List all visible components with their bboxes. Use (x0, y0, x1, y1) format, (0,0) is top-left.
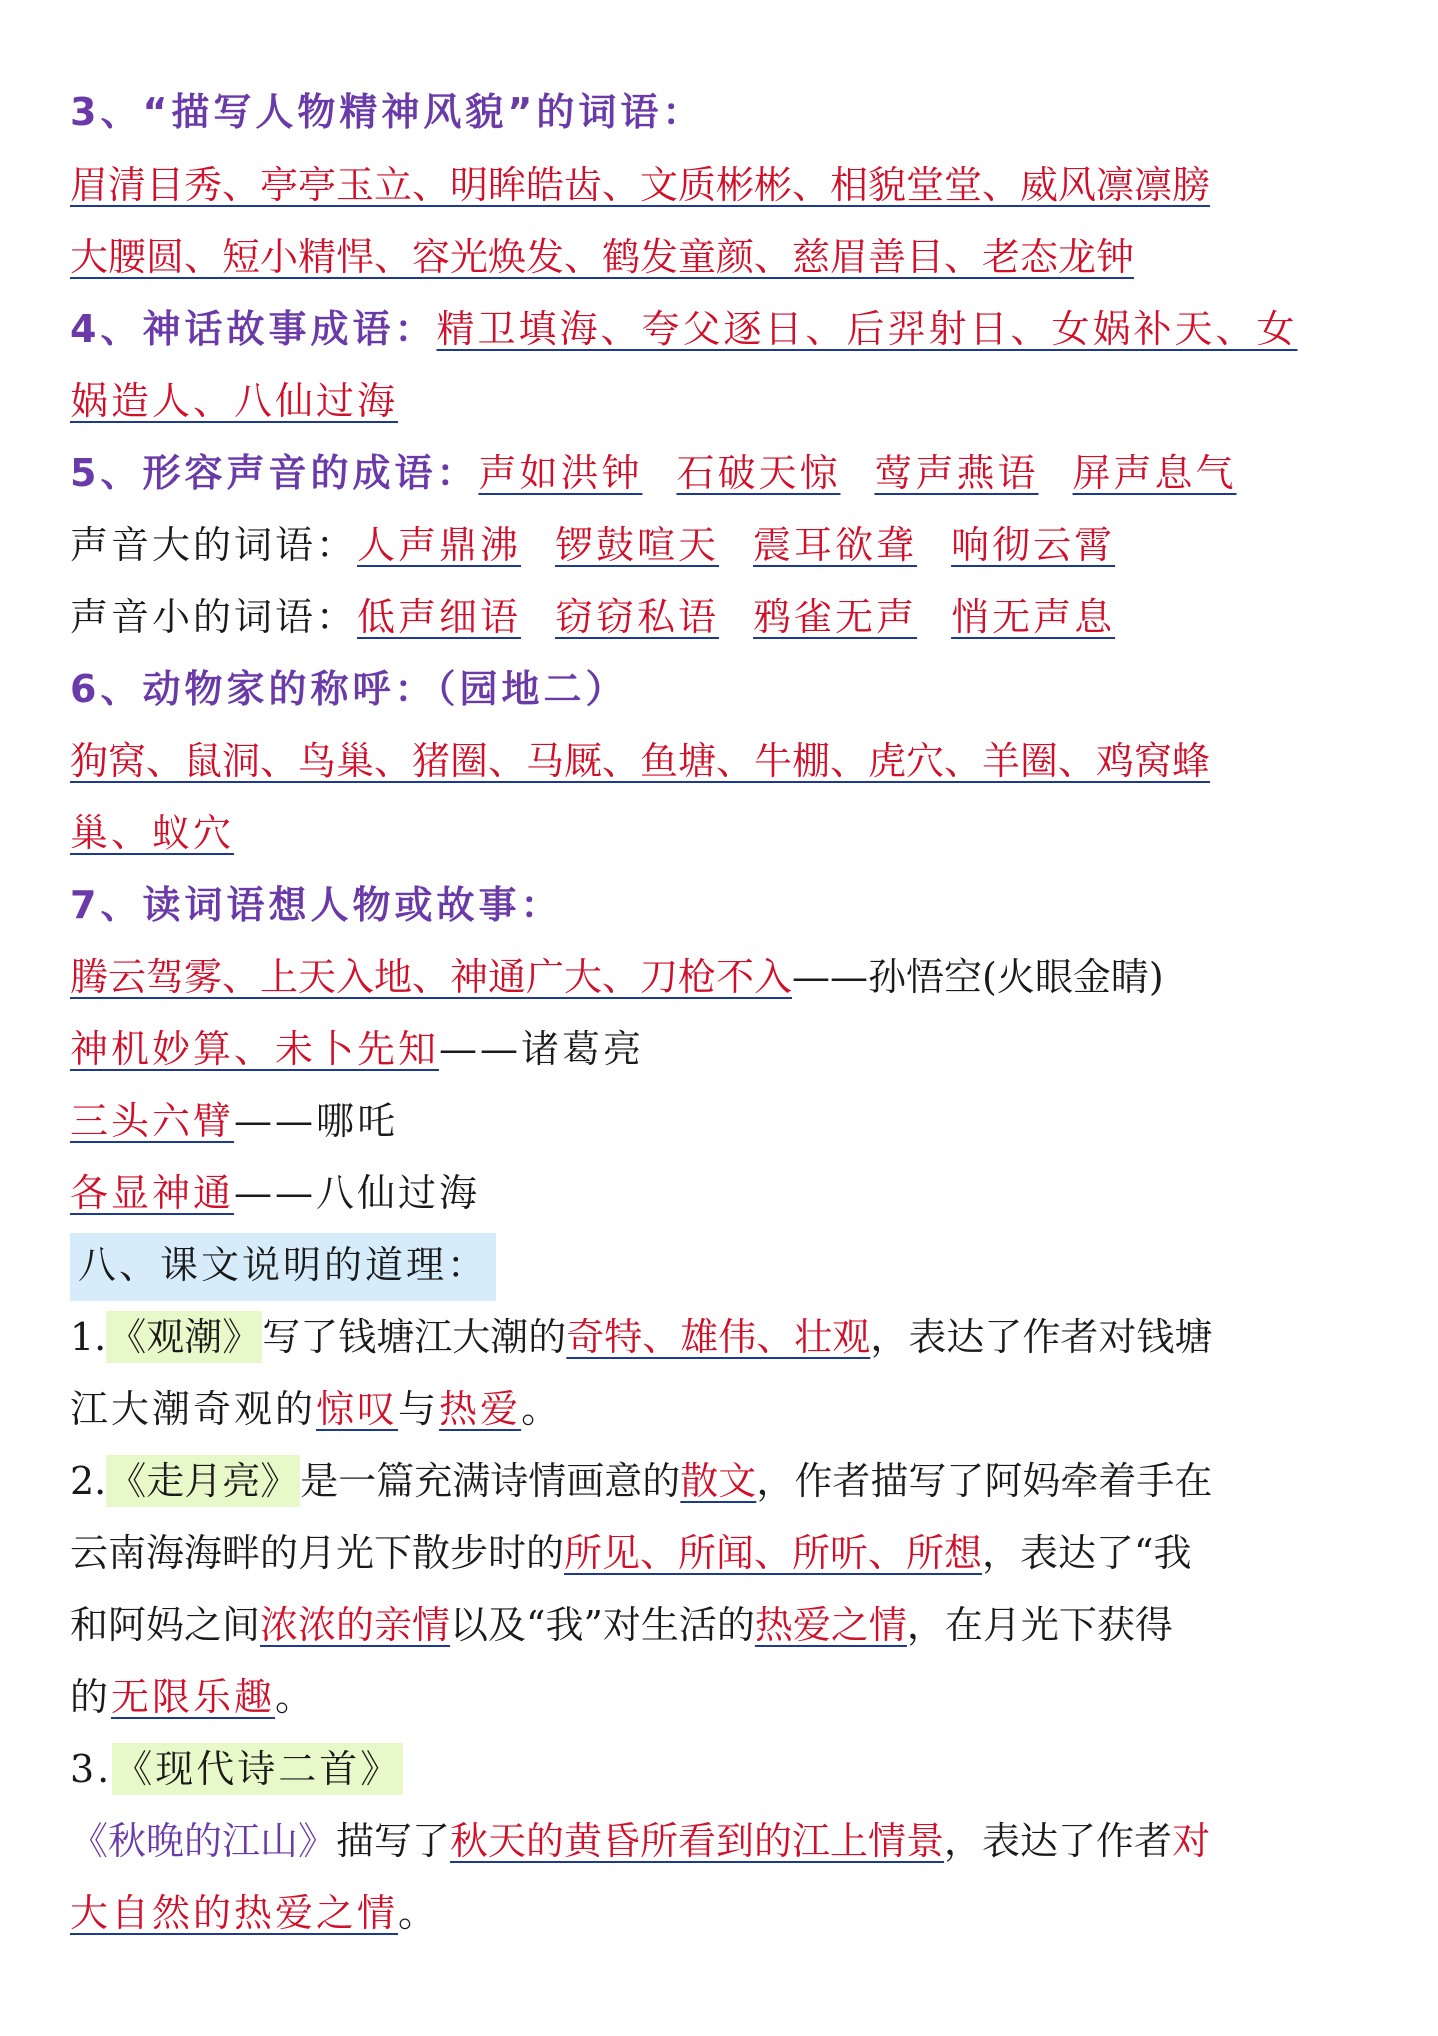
section-6-words-line-1 (70, 731, 1375, 793)
quiet-word: 悄无声息 (951, 595, 1116, 639)
loud-words (357, 523, 1115, 567)
key-phrase: 热爱之情 (754, 1603, 907, 1647)
section-4-line-1 (70, 299, 1375, 361)
loud-word: 锣鼓喧天 (555, 523, 720, 567)
loud-word: 响彻云霄 (951, 523, 1116, 567)
idiom-words: 神机妙算、未卜先知 (70, 1027, 440, 1071)
key-phrase: 奇特、雄伟、壮观 (566, 1315, 871, 1359)
section-7-row-3 (70, 1091, 1375, 1153)
text: 云南海海畔的月光下散步时的 (70, 1531, 565, 1575)
key-phrase: 散文 (680, 1459, 757, 1503)
quiet-words (357, 595, 1115, 639)
section-3-words-1: 眉清目秀、亭亭玉立、明眸皓齿、文质彬彬、相貌堂堂、威风凛凛膀 (70, 163, 1211, 207)
quiet-word: 低声细语 (357, 595, 522, 639)
text: 的 (70, 1675, 112, 1719)
section-3-heading: 3、“描写人物精神风貌”的词语： (70, 90, 705, 134)
section-4-words-2: 娲造人、八仙过海 (70, 379, 399, 423)
lesson-2-line-3 (70, 1595, 1375, 1657)
section-3-words-line-1 (70, 155, 1375, 217)
idiom-words: 腾云驾雾、上天入地、神通广大、刀枪不入 (70, 955, 793, 999)
section-4-words-1: 精卫填海、夸父逐日、后羿射日、女娲补天、女 (436, 307, 1298, 351)
section-4-line-2 (70, 371, 1375, 433)
animal-homes-2: 巢、蚁穴 (70, 811, 235, 855)
text: ，在月光下获得 (906, 1603, 1173, 1647)
loud-words-line (70, 515, 1375, 577)
loud-word: 震耳欲聋 (753, 523, 918, 567)
book-title: 《走月亮》 (106, 1455, 300, 1507)
lesson-1-line-2 (70, 1379, 1375, 1441)
idiom-answer: ——八仙过海 (234, 1171, 481, 1215)
sound-idiom: 屏声息气 (1072, 451, 1237, 495)
key-phrase: 惊叹 (316, 1387, 399, 1431)
quiet-word: 窃窃私语 (555, 595, 720, 639)
text: 是一篇充满诗情画意的 (300, 1459, 681, 1503)
loud-words-label: 声音大的词语： (70, 523, 358, 567)
sound-idioms (478, 451, 1236, 495)
key-phrase: 所见、所闻、所听、所想 (564, 1531, 983, 1575)
quiet-word: 鸦雀无声 (753, 595, 918, 639)
text: 。 (275, 1675, 317, 1719)
quiet-words-label: 声音小的词语： (70, 595, 358, 639)
key-phrase: 浓浓的亲情 (260, 1603, 451, 1647)
sound-idiom: 石破天惊 (676, 451, 841, 495)
section-8-heading-line (70, 1235, 1375, 1297)
lesson-3-line-1 (70, 1811, 1375, 1873)
text: 描写了 (336, 1819, 451, 1863)
section-8-heading: 八、课文说明的道理： (70, 1233, 496, 1301)
key-phrase: 无限乐趣 (111, 1675, 276, 1719)
idiom-words: 三头六臂 (70, 1099, 235, 1143)
book-title: 《观潮》 (106, 1311, 262, 1363)
text: ，表达了“我 (982, 1531, 1192, 1575)
section-6-words-line-2 (70, 803, 1375, 865)
text: 。 (521, 1387, 563, 1431)
text: 与 (398, 1387, 440, 1431)
loud-word: 人声鼎沸 (357, 523, 522, 567)
text: 。 (398, 1891, 440, 1935)
animal-homes-1: 狗窝、鼠洞、鸟巢、猪圈、马厩、鱼塘、牛棚、虎穴、羊圈、鸡窝蜂 (70, 739, 1211, 783)
text: 江大潮奇观的 (70, 1387, 317, 1431)
sound-idiom: 莺声燕语 (874, 451, 1039, 495)
lesson-3-title-line (70, 1739, 1375, 1801)
idiom-answer: ——哪吒 (234, 1099, 399, 1143)
idiom-words: 各显神通 (70, 1171, 235, 1215)
section-7-row-1 (70, 947, 1375, 1009)
text: ，表达了作者 (944, 1819, 1173, 1863)
lesson-1-line-1 (70, 1307, 1375, 1369)
idiom-answer: ——诸葛亮 (439, 1027, 645, 1071)
text: ，表达了作者对钱塘 (870, 1315, 1213, 1359)
key-phrase: 热爱 (439, 1387, 522, 1431)
section-7-row-4 (70, 1163, 1375, 1225)
key-phrase: 秋天的黄昏所看到的江上情景 (450, 1819, 945, 1863)
lesson-2-line-2 (70, 1523, 1375, 1585)
item-number: 2. (70, 1459, 107, 1503)
quiet-words-line (70, 587, 1375, 649)
lesson-2-line-1 (70, 1451, 1375, 1513)
text: 和阿妈之间 (70, 1603, 261, 1647)
book-title: 《现代诗二首》 (112, 1743, 403, 1795)
section-3-words-2: 大腰圆、短小精悍、容光焕发、鹤发童颜、慈眉善目、老态龙钟 (70, 235, 1135, 279)
key-phrase: 对 (1172, 1819, 1211, 1863)
section-3-words-line-2 (70, 227, 1375, 289)
lesson-2-line-4 (70, 1667, 1375, 1729)
section-5-heading: 5、形容声音的成语： (70, 451, 479, 495)
section-4-heading: 4、神话故事成语： (70, 307, 437, 351)
lesson-3-line-2 (70, 1883, 1375, 1945)
text: 以及“我”对生活的 (450, 1603, 755, 1647)
text: ，作者描写了阿妈牵着手在 (756, 1459, 1213, 1503)
text: 写了钱塘江大潮的 (262, 1315, 567, 1359)
section-5-line (70, 443, 1375, 505)
section-7-heading: 7、读词语想人物或故事： (70, 883, 563, 927)
section-7-row-2 (70, 1019, 1375, 1081)
poem-title: 《秋晚的江山》 (70, 1819, 337, 1863)
sound-idiom: 声如洪钟 (478, 451, 643, 495)
key-phrase: 大自然的热爱之情 (70, 1891, 399, 1935)
item-number: 3. (70, 1747, 113, 1791)
idiom-answer: ——孙悟空(火眼金睛) (792, 955, 1164, 999)
section-6-heading: 6、动物家的称呼：（园地二） (70, 667, 628, 711)
item-number: 1. (70, 1315, 107, 1359)
